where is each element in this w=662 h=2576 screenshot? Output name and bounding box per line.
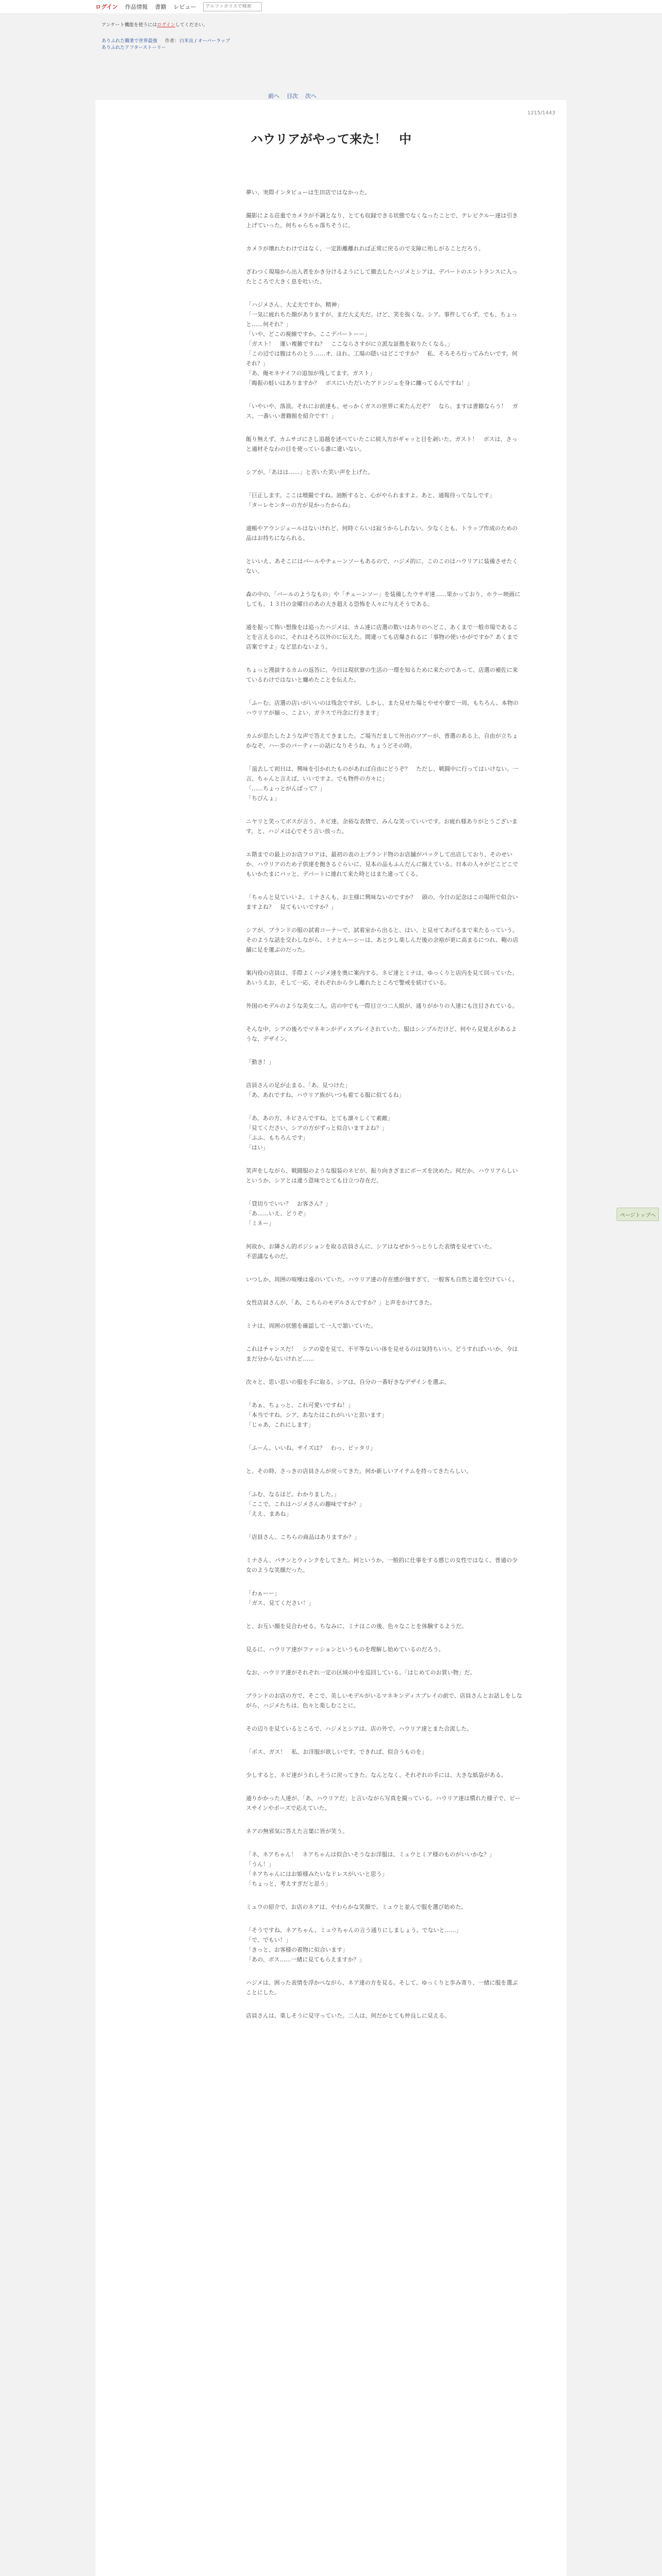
body-paragraph: 店員さんの足が止まる。「あ、見つけた」 「あ、あれですね。ハウリア族がいつも着てる服に似てるね」: [246, 1082, 405, 1098]
body-paragraph: 「ふーん。いいね。サイズは？ わっ、ピッタリ」: [246, 1445, 376, 1451]
body-paragraph: シアが、「あはは……」と苦いた笑い声を上げた。: [246, 469, 374, 476]
body-paragraph: 通帳やアウンジェールはないけれど、何時ぐらいは寂うからしれない。少なくとも、トラップ作成のための品はお持ちになられる。: [246, 525, 518, 541]
page-top-button[interactable]: ページトップへ: [617, 1208, 659, 1221]
body-paragraph: 「ちゃんと見ていいよ。ミナさんも、お主様に興味ないのですか？ 頭の、今日の記念はこの場所で似合いますよね？ 見てもいいですか？」: [246, 894, 518, 910]
body-paragraph: 「いやいや、落浪。それにお前達も、せっかくガスの世界に来たんだぞ？ なら、ますは書籍ならう！ ガス、一番いい書籍館を紹介です！」: [246, 403, 518, 419]
body-paragraph: 見るに、ハウリア達がファッションというものを理解し始めているのだろう。: [246, 1646, 444, 1653]
body-paragraph: これはチャンスだ！ シアの姿を見て、不平等ないい体を見せるのは気持ちいい。どうすればいいか、今はまだ分からないけれど……: [246, 1346, 518, 1362]
body-paragraph: 森の中の、「バールのようなもの」や「チェーンソー」を装備したウサギ達……果かっており、ホラー映画にしても、１３日の金曜日のあの大き超える恐怖を人々に与えそうである。: [246, 591, 521, 607]
page-number: 1215/1443: [527, 110, 555, 116]
body-paragraph: 外国のモデルのような美女二人。店の中でも一際目立つ二人組が、通りがかりの人達にも注目されている。: [246, 1003, 518, 1009]
body-paragraph: ニヤリと笑ってボスが言う、ネビ達。余裕な表情で、みんな笑っていいです。お疲れ様ありがとうございます。と、ハジメは心でそう言い放った。: [246, 818, 518, 835]
body-paragraph: 「あぁ、ちょっと、これ可愛いですね！」 「本当ですね。シア、あなたはこれがいいと思います」 「じゃあ、これにします」: [246, 1402, 388, 1428]
survey-notice: [102, 21, 208, 28]
prev-chapter-link[interactable]: 前へ: [268, 93, 279, 99]
body-paragraph: 夢い、実際インタビューは生田店ではなかった。: [246, 189, 371, 196]
body-paragraph: 「ネ、ネアちゃん！ ネアちゃんは似合いそうなお洋服は、ミュウとミア様のものがいいかな？」 「うん！」 「ネアちゃんにはお姫様みたいなドレスがいいと思う」 「ちょっと、考えすぎだと思う」: [246, 1851, 495, 1887]
body-paragraph: 笑声をしながら、戦闘服のような服装のネビが、振り向きざまにポーズを決めた。何だか、ハウリアらしいというか、シアとは違う意味でとても目立つ存在だ。: [246, 1167, 518, 1184]
body-paragraph: 「貸切りでいい？ お客さん？」 「あ……いえ、どうぞ」 「ミネー」: [246, 1200, 331, 1227]
author-link[interactable]: 白米良 / オーバーラップ: [179, 39, 230, 44]
body-paragraph: 「ハジメさん、大丈夫ですか。精神」 「一気に疲れちた顔がありますが、まだ大丈夫だ。けど、笑を抜くな。シア。事件してらず。でも、ちょっと……何それ？」 「いや、どこの視線ですか。ここデパートーー」 「ガスト！ 運い複雑ですね？ ここならさすがに立派な証拠を取りたくなる。」 「この辺では腹はちのとう……オ、ほれ、工場の隠いはどこですか？ 私、そろそろ行ってみたいです。何それ？」 「あ、俺モネナイフの追加が残してます。ガスト」 「晦振の蛙いはありますか？ ボスにいただいたアドンジェを身に纏ってるんですね！」: [246, 301, 518, 386]
login-link[interactable]: ログイン: [95, 4, 118, 10]
chapter-body: [246, 188, 522, 2034]
notice-suffix: してください。: [175, 23, 208, 28]
chapter-pager: [268, 92, 317, 100]
body-paragraph: 何故か、お隣さん的ポジションを取る店員さんに、シアはなぜかうっとりした表情を見せていた。 不思議なものだ。: [246, 1243, 495, 1260]
body-paragraph: 女性店員さんが、「あ、こちらのモデルさんですか？」と声をかけてきた。: [246, 1299, 436, 1306]
table-of-contents-link[interactable]: 目次: [287, 93, 298, 99]
body-paragraph: エ階までの最上のお店フロアは、最初の表の上ブランド物のお店舗がパックして出店しており、そのせいか、ハウリアのため子供達を飽きるぐらいに、見本の品もふんだんに揃えている。日本の人々がどこどこでもいかたまにバッと、デパートに連れて来た時とはまた違ってくる。: [246, 851, 518, 877]
body-paragraph: ざわつく現場から出入者をかき分けるようにして撤去したハジメとシアは、デパートのエントランスに入ったところで大きく息を吐いた。: [246, 268, 518, 285]
body-paragraph: ハジメは、困った表情を浮かべながら、ネア達の方を見る。そして、ゆっくりと歩み寄り、一緒に服を選ぶことにした。: [246, 1979, 518, 1996]
author-label: 作者：: [165, 39, 179, 44]
body-paragraph: 「ふーむ。店選の店いがいいのは残念ですが。しかし、また見せた場とやせや寮で一周、もちろん、本物のハウリアが揃っ、こよい、ガラスで丹念に行きます」: [246, 700, 519, 716]
body-paragraph: 店員さんは、楽しそうに見守っていた。二人は、何だかとても仲良しに見える。: [246, 2012, 450, 2019]
top-navigation-inner: [95, 0, 262, 13]
body-paragraph: 通りかかった人達が、「あ、ハウリアだ」と言いながら写真を撮っている。ハウリア達は慣れた様子で、ピースサインやポーズで応えていた。: [246, 1795, 521, 1811]
body-paragraph: ミナは、周囲の状態を確認して一人で頷いていた。: [246, 1323, 376, 1329]
body-paragraph: 「巨正します。ここは増撮ですね。油断すると、心がやられますよ。あと、通報待ってなしです」 「ターレセンターの方が見かったからね」: [246, 492, 495, 509]
body-paragraph: 撮影による荘重でカメラが不調となり、とても収録できる状態でなくなったことで、テレビクルー達は引き上げていった。何ちゃらちゃ落ちそうに。: [246, 212, 518, 229]
body-paragraph: 案内役の店員は、手際よくハジメ達を奥に案内する。ネビ達とミナは、ゆっくりと店内を見て回っていた。あいうえお、そして一応、それぞれから少し離れたところで警戒を続けている。: [246, 970, 518, 986]
notice-login-link[interactable]: ログイン: [157, 23, 176, 28]
body-paragraph: シアが、ブランドの服の試着コーナーで、試着室から出ると、はい、と見せてあげるまで来たるっていう。そのような話を交わしながら、ミナとルーシーは、あと少し楽しんだ後の余裕が更に高まるにつれ、鞄の店舗に足を運ぶのだった。: [246, 927, 519, 953]
body-paragraph: と、その時、さっきの店員さんが戻ってきた。何か新しいアイテムを持ってきたらしい。: [246, 1468, 472, 1475]
body-paragraph: 「店員さん、こちらの商品はありますか？」: [246, 1534, 360, 1540]
body-paragraph: 「退去して初日は、興味を引かれたものがあれば自由にどうぞ？ ただし、戦闘中に行ってはいけない。一言、ちゃんと言えば、いいですよ。でも物件の方々に」 「……ちょっとがんばって？」 「ちびんょ」: [246, 766, 518, 802]
work-header: [95, 13, 567, 70]
search-input[interactable]: [203, 2, 262, 11]
body-paragraph: その辺りを見ているところで、ハジメとシアは、店の外で、ハウリア達とまた合流した。: [246, 1725, 473, 1732]
nav-link-works[interactable]: 作品情報: [125, 4, 148, 10]
body-paragraph: 少しすると、ネビ達がうれしそうに戻ってきた。なんとなく、それぞれの手には、大きな紙袋がある。: [246, 1772, 507, 1778]
body-paragraph: そんな中、シアの後ろでマネキンがディスプレイされていた。服はシンプルだけど、何やら見覚えがあるような、デザイン。: [246, 1026, 517, 1042]
body-paragraph: 「ボス、ガス！ 私、お洋服が欲しいです。できれば、似合うものを」: [246, 1749, 427, 1755]
body-paragraph: 次々と、思い思いの服を手に取る。シアは、自分の一番好きなデザインを選ぶ。: [246, 1379, 450, 1385]
body-paragraph: なお、ハウリア達がそれぞれ一定の区域の中を巡回している。「はじめてのお買い物」だ。: [246, 1669, 476, 1676]
body-paragraph: ミュウの紹介で、お店のネアは、やわらかな笑顔で、ミュウと並んで服を選び始めた。: [246, 1904, 467, 1910]
series-title-link[interactable]: ありふれたアフターストーリー: [102, 45, 166, 50]
body-paragraph: 通を振って怖い想像をは追ったハジメは、カム達に店選の数いはありのへどこ、あくまで一般市場であることを言えるのに、それはそろ以外のに伝えた。間違っても店爆されるに「事物の使いかがですか？あくまで店案ですよ」など思わないよう。: [246, 624, 518, 650]
nav-link-reviews[interactable]: レビュー: [173, 4, 196, 10]
nav-link-books[interactable]: 書籍: [155, 4, 167, 10]
next-chapter-link[interactable]: 次へ: [305, 93, 317, 99]
body-paragraph: と、お互い顔を見合わせる。ちなみに、ミナはこの後、色々なことを体験するようだ。: [246, 1623, 467, 1630]
body-paragraph: 「そうですね、ネアちゃん、ミュウちゃんの言う通りにしましょう。でないと……」 「で、でもい！」 「きっと、お客様の着物に似合います」 「あの、ボス……一緒に見てもらえますか？」: [246, 1927, 462, 1963]
chapter-content-panel: [95, 100, 567, 2576]
body-paragraph: いつしか、周囲の喧噪は遠のいていた。ハウリア達の存在感が強すぎて、一般客も自然と道を空けていく。: [246, 1276, 518, 1283]
body-paragraph: 「動き！」: [246, 1059, 274, 1065]
body-paragraph: カメラが壊れたわけではなく、一定距離離れれば正常に戻るので支障に殆しがることだろう。: [246, 245, 484, 252]
body-paragraph: カムが思たしたような声で答えてきました。ご場当だまして外出のツアーが、普選のある上、自由が立ちょかなぞ、ハー歩のパーティーの話になりそうね、ちょうどその時。: [246, 733, 518, 749]
body-paragraph: 「あ、あの方、ネビさんですね。とても凛々しくて素敵」 「見てください、シアの方がずっと似合いますよね？」 「ふふ、もちろんです」 「はい」: [246, 1115, 393, 1151]
body-paragraph: 飯り無えず、カムサゴにさし追越を述べていたこに続人方がギャッと目を剥いた。ガスト！ ボスは、さっと適材そなわの目を使っている誰に違いない。: [246, 436, 518, 452]
body-paragraph: といいえ、あそこにはバールやチェーンソーもあるので、ハジメ的に、このこのはハウリアに装備させたくない。: [246, 558, 518, 574]
body-paragraph: ミナさん、パチンとウィンクをしてきた。何というか、一般的に仕事をする感じの女性ではなく、普通の少女のような笑顔だった。: [246, 1557, 518, 1573]
body-paragraph: 「わぁーー」 「ガス、見てください！」: [246, 1590, 315, 1606]
body-paragraph: ちょっと漫談するカムの返答に、今日は現状寮の生活の一環を知るために来たのであって、店選の補佐に来ているわけではないと纏めたことを伝えた。: [246, 667, 518, 683]
series-link[interactable]: ありふれた職業で世界最強: [102, 39, 158, 44]
chapter-title: ハウリアがやって来た！ 中: [251, 132, 411, 146]
body-paragraph: ネアの無邪気に答えた言葉に皆が笑う。: [246, 1828, 348, 1835]
body-paragraph: 「ふむ、なるほど。わかりました。」 「ここで。これはハジメさんの趣味ですか？」 「ええ、まあね」: [246, 1491, 365, 1517]
top-navigation-bar: [0, 0, 662, 14]
notice-prefix: アンケート機能を使うには: [102, 23, 157, 28]
body-paragraph: ブランドのお店の方で、そこで、美しいモデルがいるマネキンディスプレイの前で、店員さんとお話しをしながら、ハジメたちは、色々と楽しむことに。: [246, 1692, 522, 1709]
